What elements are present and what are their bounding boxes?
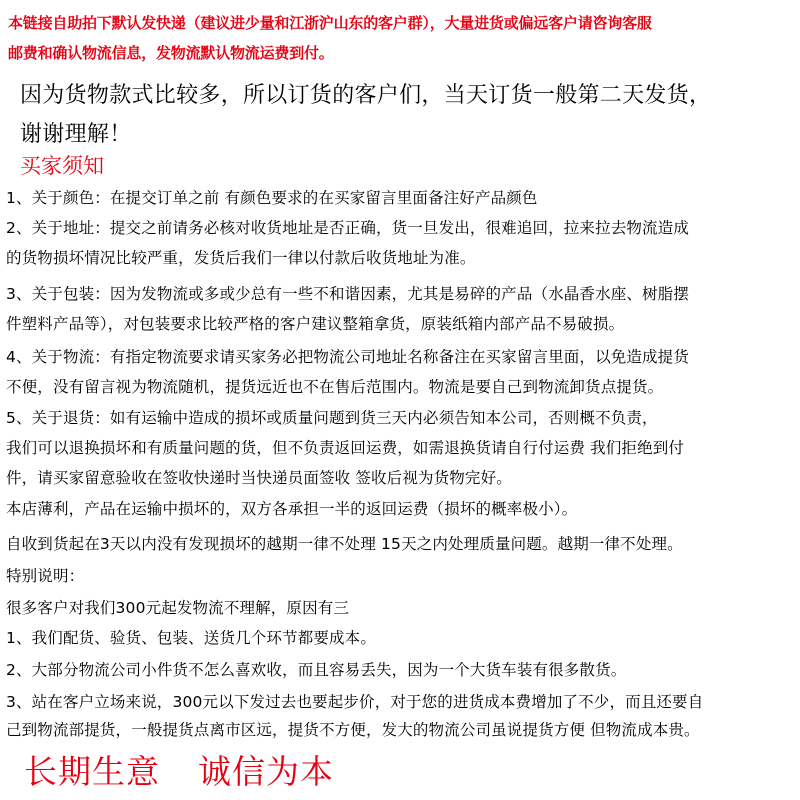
notice-item-logistics-line-2: 不便，没有留言视为物流随机，提货远近也不在售后范围内。物流是要自己到物流卸货点提货。 bbox=[6, 378, 664, 396]
special-notice-title: 特别说明： bbox=[6, 567, 85, 585]
reason-small-parcels: 2、大部分物流公司小件货不怎么喜欢收，而且容易丢失，因为一个大货车装有很多散货。 bbox=[6, 661, 627, 679]
headline-line-2: 谢谢理解！ bbox=[20, 122, 132, 147]
shipping-notice-line-1: 本链接自助拍下默认发快递（建议进少量和江浙沪山东的客户群），大量进货或偏远客户请咨询客服 bbox=[8, 14, 652, 32]
slogan bbox=[24, 746, 334, 793]
notice-item-packaging-line-2: 件塑料产品等），对包装要求比较严格的客户建议整箱拿货，原装纸箱内部产品不易破损。 bbox=[6, 315, 625, 333]
notice-item-address-line-2: 的货物损坏情况比较严重，发货后我们一律以付款后收货地址为准。 bbox=[6, 249, 476, 267]
special-notice-intro: 很多客户对我们300元起发物流不理解，原因有三 bbox=[6, 599, 350, 617]
notice-item-color: 1、关于颜色：在提交订单之前 有颜色要求的在买家留言里面备注好产品颜色 bbox=[6, 189, 538, 207]
slogan-part-2: 诚信为本 bbox=[198, 752, 334, 791]
notice-item-logistics-line-1: 4、关于物流：有指定物流要求请买家务必把物流公司地址名称备注在买家留言里面，以免造成提货 bbox=[6, 348, 689, 366]
reason-base-fee-line-1: 3、站在客户立场来说，300元以下发过去也要起步价，对于您的进货成本费增加了不少，而且还要自 bbox=[6, 693, 704, 711]
slogan-part-1: 长期生意 bbox=[24, 752, 160, 791]
notice-item-address-line-1: 2、关于地址：提交之前请务必核对收货地址是否正确，货一旦发出，很难追回，拉来拉去物流造成 bbox=[6, 219, 689, 237]
buyer-notice-title: 买家须知 bbox=[20, 154, 104, 178]
inspection-period-note: 自收到货起在3天以内没有发现损坏的越期一律不处理 15天之内处理质量问题。越期一律不处理。 bbox=[6, 535, 683, 553]
reason-cost: 1、我们配货、验货、包装、送货几个环节都要成本。 bbox=[6, 629, 376, 647]
notice-item-returns-line-3: 件，请买家留意验收在签收快递时当快递员面签收 签收后视为货物完好。 bbox=[6, 469, 512, 487]
damage-cost-note: 本店薄利，产品在运输中损坏的，双方各承担一半的返回运费（损坏的概率极小）。 bbox=[6, 500, 578, 518]
shipping-notice-line-2: 邮费和确认物流信息，发物流默认物流运费到付。 bbox=[8, 44, 334, 62]
headline-line-1: 因为货物款式比较多，所以订货的客户们，当天订货一般第二天发货， bbox=[20, 83, 712, 108]
notice-item-returns-line-2: 我们可以退换损坏和有质量问题的货，但不负责返回运费，如需退换货请自行付运费 我们拒绝到付 bbox=[6, 439, 685, 457]
notice-item-returns-line-1: 5、关于退货：如有运输中造成的损坏或质量问题到货三天内必须告知本公司，否则概不负责， bbox=[6, 409, 658, 427]
notice-item-packaging-line-1: 3、关于包装：因为发物流或多或少总有一些不和谐因素，尤其是易碎的产品（水晶香水座、树脂摆 bbox=[6, 285, 689, 303]
reason-base-fee-line-2: 己到物流部提货，一般提货点离市区远，提货不方便，发大的物流公司虽说提货方便 但物流成本贵。 bbox=[6, 721, 700, 739]
